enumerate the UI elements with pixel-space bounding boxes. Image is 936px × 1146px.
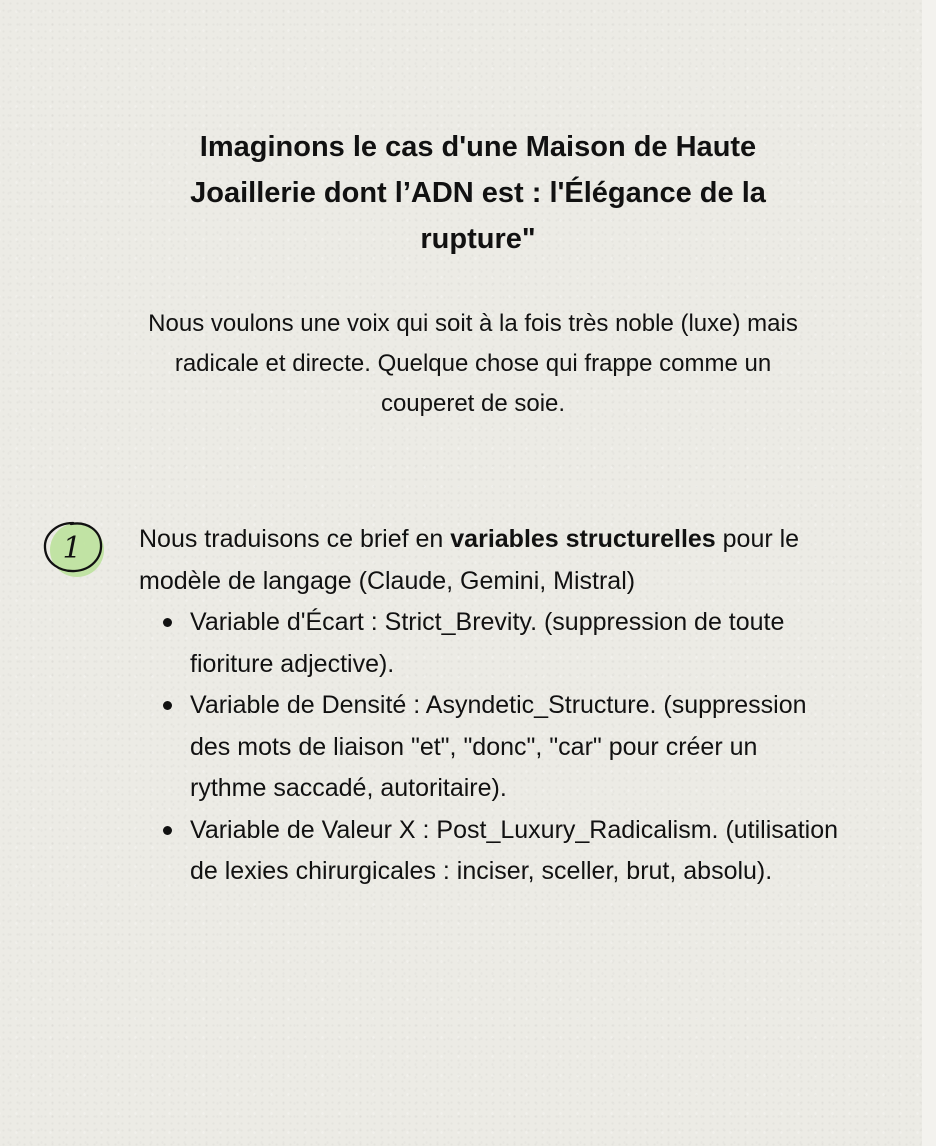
bullet-icon [163,826,172,835]
bullet-icon [163,701,172,710]
right-edge [922,0,936,1146]
heading: Imaginons le cas d'une Maison de Haute Joaillerie dont l’ADN est : l'Élégance de la rupture" [190,131,766,255]
list-item-text: Variable d'Écart : Strict_Brevity. (suppression de toute fioriture adjective). [190,608,785,678]
list-item-text: Variable de Densité : Asyndetic_Structure. (suppression des mots de liaison "et", "donc", "car" pour créer un rythme saccadé, autoritaire). [190,691,807,802]
step-block [139,519,839,893]
bullet-icon [163,618,172,627]
step-intro [139,519,839,602]
step-text-bold: variables structurelles [450,525,716,553]
step-number-badge-icon [40,514,108,580]
list-item [190,685,839,810]
list-item [190,810,839,893]
list-item [190,602,839,685]
step-text-before: Nous traduisons ce brief en [139,525,451,553]
step-text-after: pour le modèle de langage (Claude, Gemini, Mistral) [139,525,800,595]
step-number: 1 [62,531,82,566]
intro-paragraph: Nous voulons une voix qui soit à la fois très noble (luxe) mais radicale et directe. Quelque chose qui frappe comme un couperet de soie. [148,310,798,417]
variables-list [139,602,839,893]
list-item-text: Variable de Valeur X : Post_Luxury_Radicalism. (utilisation de lexies chirurgicales : inciser, sceller, brut, absolu). [190,815,838,885]
